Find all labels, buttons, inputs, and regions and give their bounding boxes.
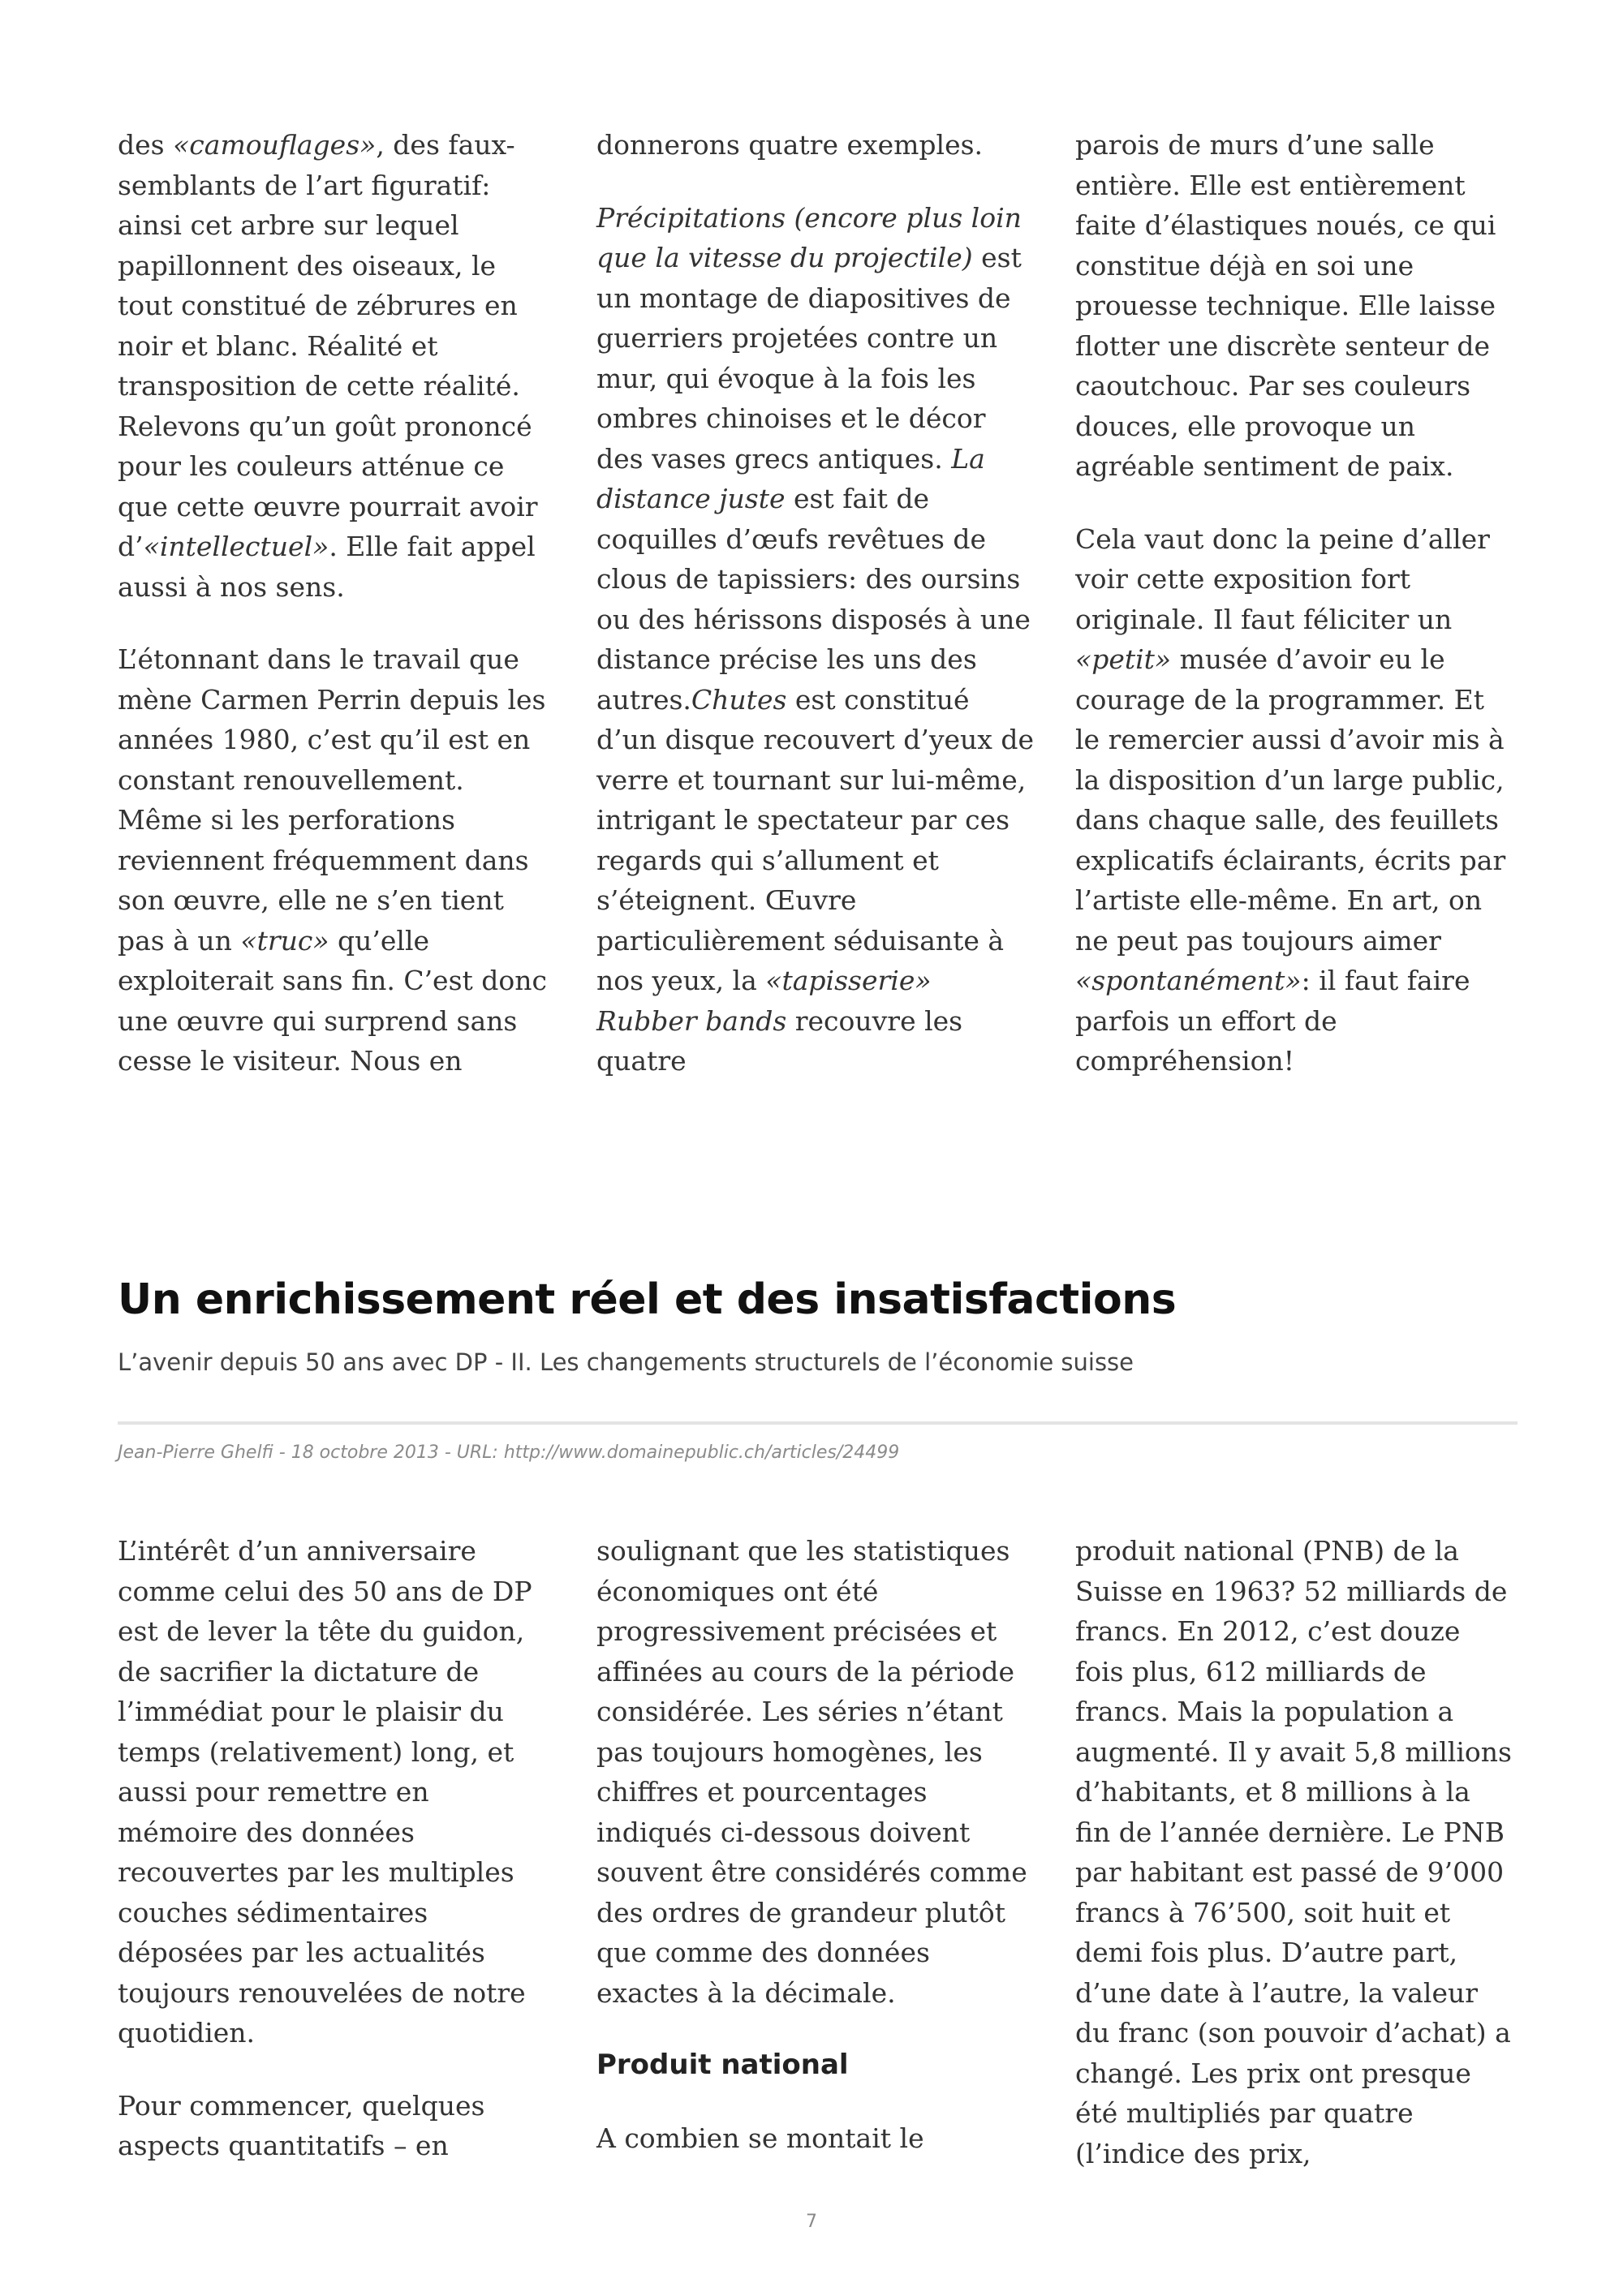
paragraph: Cela vaut donc la peine d’aller voir cette exposition fort originale. Il faut féliciter un «petit» musée d’avoir eu le courage de la programmer. Et le remercier aussi d’avoir mis à la disposition d’un large public, dans chaque salle, des feuillets explicatifs éclairants, écrits par l’artiste elle-même. En art, on ne peut pas toujours aimer «spontanément»: il faut faire parfois un effort de compréhension! <box>1075 522 1506 1077</box>
paragraph: parois de murs d’une salle entière. Elle est entièrement faite d’élastiques noués, ce qui constitue déjà en soi une prouesse technique. Elle laisse flotter une discrète senteur de caoutchouc. Par ses couleurs douces, elle provoque un agréable sentiment de paix. <box>1075 129 1496 482</box>
paragraph: donnerons quatre exemples. <box>596 129 984 161</box>
section-heading: Produit national <box>596 2049 849 2081</box>
paragraph: Pour commencer, quelques aspects quantitatifs – en <box>118 2089 485 2161</box>
paragraph: Précipitations (encore plus loin que la vitesse du projectile) est un montage de diapositives de guerriers projetées contre un mur, qui évoque à la fois les ombres chinoises et le décor des vases grecs antiques. La distance juste est fait de coquilles d’œufs revêtues de clous de tapissiers: des oursins ou des hérissons disposés à une distance précise les uns des autres.Chutes est constitué d’un disque recouvert d’yeux de verre et tournant sur lui-même, intrigant le spectateur par ces regards qui s’allument et s’éteignent. Œuvre particulièrement séduisante à nos yeux, la «tapisserie» Rubber bands recouvre les quatre <box>596 201 1035 1077</box>
page-number: 7 <box>806 2212 817 2232</box>
divider <box>118 1421 1518 1425</box>
byline: Jean-Pierre Ghelfi - 18 octobre 2013 - URL: http://www.domainepublic.ch/articles/24499 <box>118 1443 900 1463</box>
article-column-2 <box>596 1531 1035 2158</box>
paragraph: L’étonnant dans le travail que mène Carmen Perrin depuis les années 1980, c’est qu’il est en constant renouvellement. Même si les perforations reviennent fréquemment dans son œuvre, elle ne s’en tient pas à un «truc» qu’elle exploiterait sans fin. C’est donc une œuvre qui surprend sans cesse le visiteur. Nous en <box>118 643 547 1077</box>
article-column-3 <box>1075 1531 1513 2173</box>
paragraph: L’intérêt d’un anniversaire comme celui des 50 ans de DP est de lever la tête du guidon, de sacrifier la dictature de l’immédiat pour le plaisir du temps (relativement) long, et aussi pour remettre en mémoire des données recouvertes par les multiples couches sédimentaires déposées par les actualités toujours renouvelées de notre quotidien. <box>118 1535 532 2049</box>
article-title: Un enrichissement réel et des insatisfactions <box>118 1275 1177 1324</box>
paragraph: soulignant que les statistiques économiques ont été progressivement précisées et affinées au cours de la période considérée. Les séries n’étant pas toujours homogènes, les chiffres et pourcentages indiqués ci-dessous doivent souvent être considérés comme des ordres de grandeur plutôt que comme des données exactes à la décimale. <box>596 1535 1027 2009</box>
article-subtitle: L’avenir depuis 50 ans avec DP - II. Les changements structurels de l’économie suisse <box>118 1348 1134 1376</box>
top-column-1 <box>118 125 556 1081</box>
top-column-2 <box>596 125 1035 1081</box>
article-column-1 <box>118 1531 556 2166</box>
top-column-3 <box>1075 125 1513 1081</box>
paragraph: produit national (PNB) de la Suisse en 1963? 52 milliards de francs. En 2012, c’est douze fois plus, 612 milliards de francs. Mais la population a augmenté. Il y avait 5,8 millions d’habitants, et 8 millions à la fin de l’année dernière. Le PNB par habitant est passé de 9’000 francs à 76’500, soit huit et demi fois plus. D’autre part, d’une date à l’autre, la valeur du franc (son pouvoir d’achat) a changé. Les prix ont presque été multipliés par quatre (l’indice des prix, <box>1075 1535 1512 2169</box>
paragraph: A combien se montait le <box>596 2122 924 2154</box>
paragraph: des «camouflages», des faux-semblants de l’art figuratif: ainsi cet arbre sur lequel papillonnent des oiseaux, le tout constitué de zébrures en noir et blanc. Réalité et transposition de cette réalité. Relevons qu’un goût prononcé pour les couleurs atténue ce que cette œuvre pourrait avoir d’«intellectuel». Elle fait appel aussi à nos sens. <box>118 129 538 603</box>
